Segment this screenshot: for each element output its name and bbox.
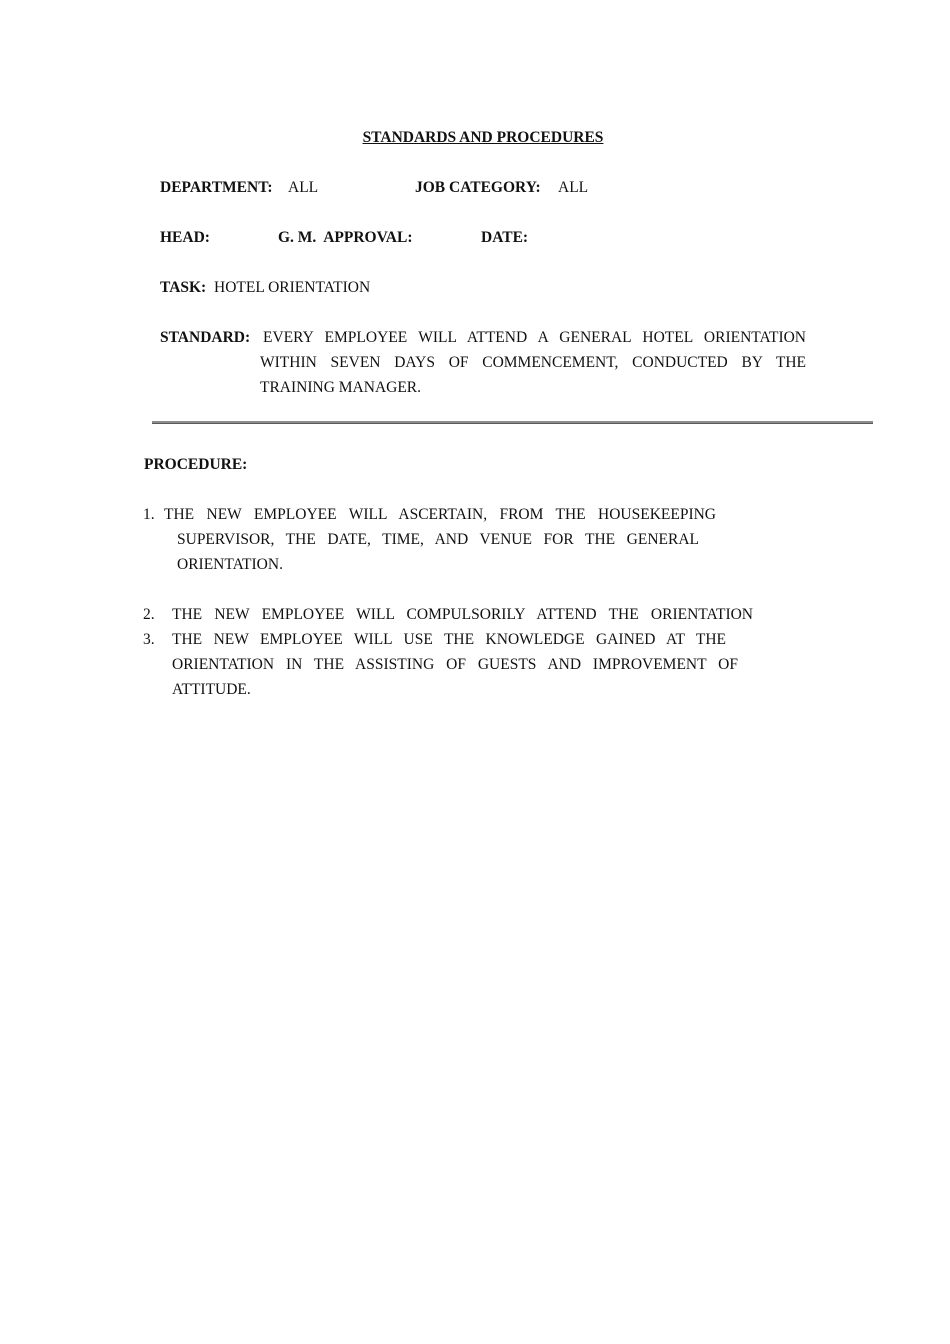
- procedure-item-line: SUPERVISOR, THE DATE, TIME, AND VENUE FOR THE GENERAL: [177, 531, 699, 548]
- standard-label: STANDARD:: [160, 329, 251, 346]
- department-value: ALL: [288, 179, 319, 196]
- head-label: HEAD:: [160, 229, 210, 246]
- task-label: TASK:: [160, 279, 207, 296]
- job-category-label: JOB CATEGORY:: [415, 179, 541, 196]
- procedure-item-line: THE NEW EMPLOYEE WILL COMPULSORILY ATTEND THE ORIENTATION: [172, 606, 753, 623]
- section-divider: [152, 421, 873, 424]
- gm-approval-label: G. M. APPROVAL:: [278, 229, 413, 246]
- procedure-item-line: ORIENTATION IN THE ASSISTING OF GUESTS AND IMPROVEMENT OF: [172, 656, 738, 673]
- job-category-value: ALL: [558, 179, 589, 196]
- standard-line: TRAINING MANAGER.: [260, 379, 422, 396]
- standard-line: EVERY EMPLOYEE WILL ATTEND A GENERAL HOTEL ORIENTATION: [263, 329, 806, 346]
- document-title: STANDARDS AND PROCEDURES: [362, 129, 604, 146]
- department-label: DEPARTMENT:: [160, 179, 273, 196]
- procedure-item-number: 2.: [143, 606, 155, 623]
- procedure-item-number: 1.: [143, 506, 155, 523]
- procedure-item-line: ORIENTATION.: [177, 556, 283, 573]
- procedure-item-number: 3.: [143, 631, 155, 648]
- procedure-item-line: ATTITUDE.: [172, 681, 251, 698]
- task-value: HOTEL ORIENTATION: [214, 279, 371, 296]
- procedure-heading: PROCEDURE:: [144, 456, 248, 473]
- date-label: DATE:: [481, 229, 529, 246]
- procedure-item-line: THE NEW EMPLOYEE WILL ASCERTAIN, FROM THE HOUSEKEEPING: [164, 506, 716, 523]
- procedure-item-line: THE NEW EMPLOYEE WILL USE THE KNOWLEDGE GAINED AT THE: [172, 631, 726, 648]
- standard-line: WITHIN SEVEN DAYS OF COMMENCEMENT, CONDUCTED BY THE: [260, 354, 806, 371]
